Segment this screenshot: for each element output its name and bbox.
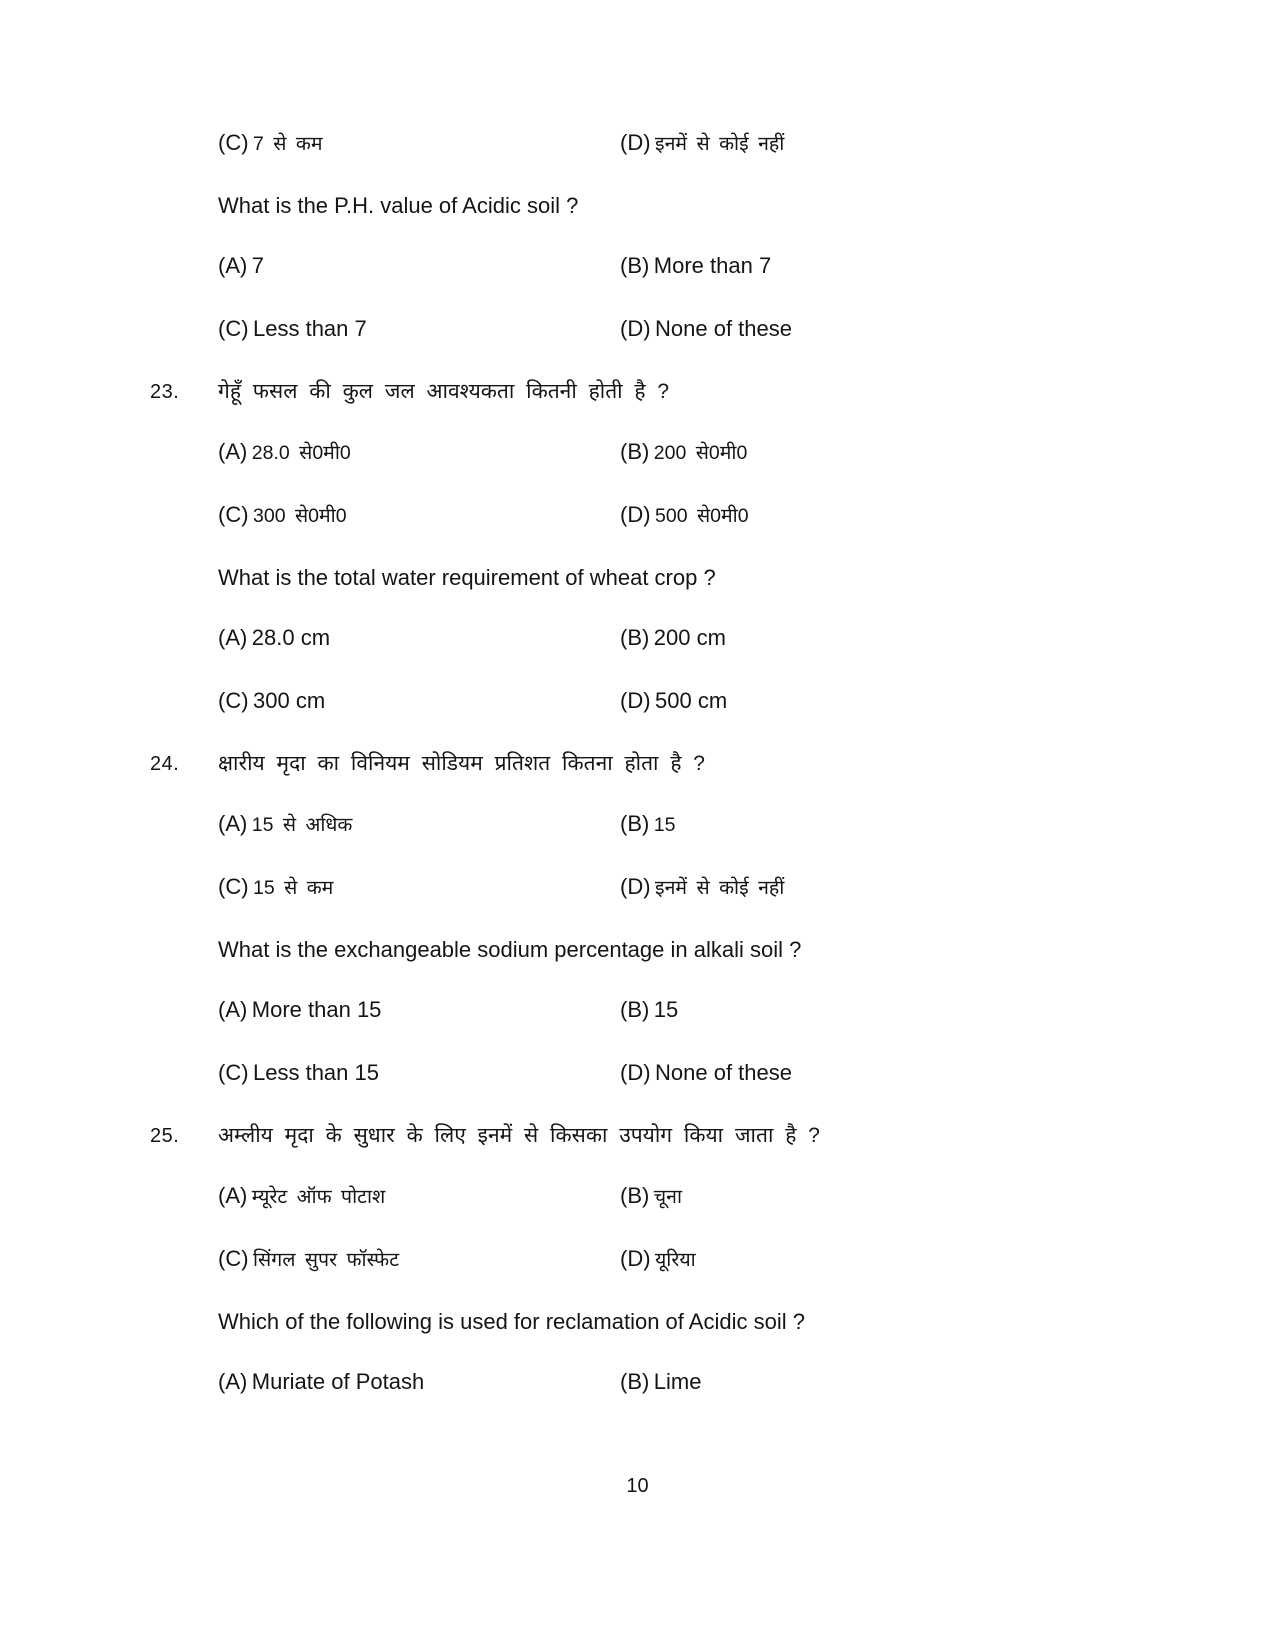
- option-b: [620, 437, 1160, 470]
- question-text-english: What is the exchangeable sodium percentage in alkali soil ?: [218, 937, 802, 962]
- option-d: [620, 314, 1160, 347]
- options-row: [218, 500, 1160, 533]
- option-label: (C): [218, 130, 249, 155]
- option-label: (C): [218, 874, 249, 899]
- option-text: 7 से कम: [253, 133, 323, 155]
- option-text: Less than 15: [253, 1060, 379, 1085]
- option-text: 28.0 cm: [251, 625, 331, 650]
- option-d: [620, 128, 1160, 161]
- option-label: (A): [218, 1369, 248, 1394]
- question-block: [150, 377, 1160, 749]
- option-label: (B): [620, 997, 650, 1022]
- option-d: [620, 872, 1160, 905]
- option-text: Less than 7: [253, 316, 367, 341]
- option-label: (B): [620, 811, 650, 836]
- question-block: [150, 1121, 1160, 1430]
- question-block: [150, 749, 1160, 1121]
- option-label: (C): [218, 688, 249, 713]
- option-b: [620, 623, 1160, 656]
- option-text: 500 cm: [655, 688, 728, 713]
- option-text: चूना: [653, 1186, 683, 1208]
- option-label: (D): [620, 874, 651, 899]
- question-body: [218, 128, 1160, 377]
- option-c: [218, 500, 620, 533]
- question-body: [218, 1121, 1160, 1430]
- question-text-english: What is the total water requirement of wheat crop ?: [218, 565, 716, 590]
- question-text-english: Which of the following is used for reclamation of Acidic soil ?: [218, 1309, 805, 1334]
- options-row: [218, 995, 1160, 1028]
- option-label: (C): [218, 316, 249, 341]
- options-row: [218, 686, 1160, 719]
- option-text: सिंगल सुपर फॉस्फेट: [253, 1249, 400, 1271]
- option-a: [218, 1367, 620, 1400]
- option-label: (B): [620, 439, 650, 464]
- option-b: [620, 1367, 1160, 1400]
- option-a: [218, 809, 620, 842]
- option-c: [218, 686, 620, 719]
- option-label: (D): [620, 316, 651, 341]
- options-row: [218, 1244, 1160, 1277]
- options-row: [218, 623, 1160, 656]
- option-text: म्यूरेट ऑफ पोटाश: [251, 1186, 386, 1208]
- option-label: (D): [620, 1060, 651, 1085]
- option-text: 500 से0मी0: [655, 505, 749, 527]
- option-text: 15: [653, 997, 679, 1022]
- option-label: (D): [620, 688, 651, 713]
- question-number: 23.: [150, 381, 180, 403]
- option-text: None of these: [655, 316, 792, 341]
- option-label: (A): [218, 253, 248, 278]
- question-number: 24.: [150, 753, 180, 775]
- option-c: [218, 1244, 620, 1277]
- option-label: (C): [218, 1246, 249, 1271]
- option-label: (B): [620, 1183, 650, 1208]
- option-label: (D): [620, 502, 651, 527]
- question-body: [218, 749, 1160, 1121]
- option-c: [218, 872, 620, 905]
- option-label: (A): [218, 439, 248, 464]
- option-a: [218, 995, 620, 1028]
- options-row: [218, 1058, 1160, 1091]
- option-label: (D): [620, 1246, 651, 1271]
- option-label: (D): [620, 130, 651, 155]
- option-label: (B): [620, 253, 650, 278]
- option-d: [620, 1244, 1160, 1277]
- option-label: (A): [218, 997, 248, 1022]
- options-row: [218, 1367, 1160, 1400]
- question-text-english: What is the P.H. value of Acidic soil ?: [218, 193, 579, 218]
- option-text: 200 से0मी0: [653, 442, 748, 464]
- option-a: [218, 623, 620, 656]
- option-text: इनमें से कोई नहीं: [655, 877, 785, 899]
- option-c: [218, 314, 620, 347]
- option-c: [218, 1058, 620, 1091]
- option-label: (A): [218, 625, 248, 650]
- question-block: [150, 128, 1160, 377]
- questions-area: [150, 128, 1160, 1430]
- option-text: 7: [251, 253, 265, 278]
- option-label: (A): [218, 811, 248, 836]
- option-text: 28.0 से0मी0: [251, 442, 351, 464]
- options-row: [218, 128, 1160, 161]
- question-text-hindi: गेहूँ फसल की कुल जल आवश्यकता कितनी होती है ?: [218, 380, 670, 403]
- option-text: 300 से0मी0: [253, 505, 347, 527]
- option-a: [218, 1181, 620, 1214]
- option-text: 15 से अधिक: [251, 814, 353, 836]
- option-text: 300 cm: [253, 688, 326, 713]
- option-b: [620, 995, 1160, 1028]
- option-label: (C): [218, 502, 249, 527]
- option-label: (C): [218, 1060, 249, 1085]
- option-text: यूरिया: [655, 1249, 696, 1271]
- option-text: More than 15: [251, 997, 382, 1022]
- option-b: [620, 809, 1160, 842]
- option-d: [620, 1058, 1160, 1091]
- option-label: (B): [620, 625, 650, 650]
- option-c: [218, 128, 620, 161]
- question-text-hindi: अम्लीय मृदा के सुधार के लिए इनमें से किसका उपयोग किया जाता है ?: [218, 1124, 820, 1147]
- options-row: [218, 437, 1160, 470]
- options-row: [218, 809, 1160, 842]
- option-text: इनमें से कोई नहीं: [655, 133, 785, 155]
- option-label: (B): [620, 1369, 650, 1394]
- option-text: Lime: [653, 1369, 702, 1394]
- option-text: 15 से कम: [253, 877, 334, 899]
- option-label: (A): [218, 1183, 248, 1208]
- option-a: [218, 251, 620, 284]
- option-text: Muriate of Potash: [251, 1369, 425, 1394]
- option-d: [620, 686, 1160, 719]
- options-row: [218, 251, 1160, 284]
- options-row: [218, 872, 1160, 905]
- options-row: [218, 314, 1160, 347]
- question-number: 25.: [150, 1125, 180, 1147]
- option-text: None of these: [655, 1060, 792, 1085]
- option-d: [620, 500, 1160, 533]
- option-b: [620, 1181, 1160, 1214]
- option-text: 15: [653, 814, 676, 836]
- option-text: More than 7: [653, 253, 772, 278]
- option-text: 200 cm: [653, 625, 726, 650]
- question-body: [218, 377, 1160, 749]
- question-text-hindi: क्षारीय मृदा का विनियम सोडियम प्रतिशत कितना होता है ?: [218, 752, 705, 775]
- options-row: [218, 1181, 1160, 1214]
- option-b: [620, 251, 1160, 284]
- option-a: [218, 437, 620, 470]
- page-number: 10: [626, 1475, 649, 1497]
